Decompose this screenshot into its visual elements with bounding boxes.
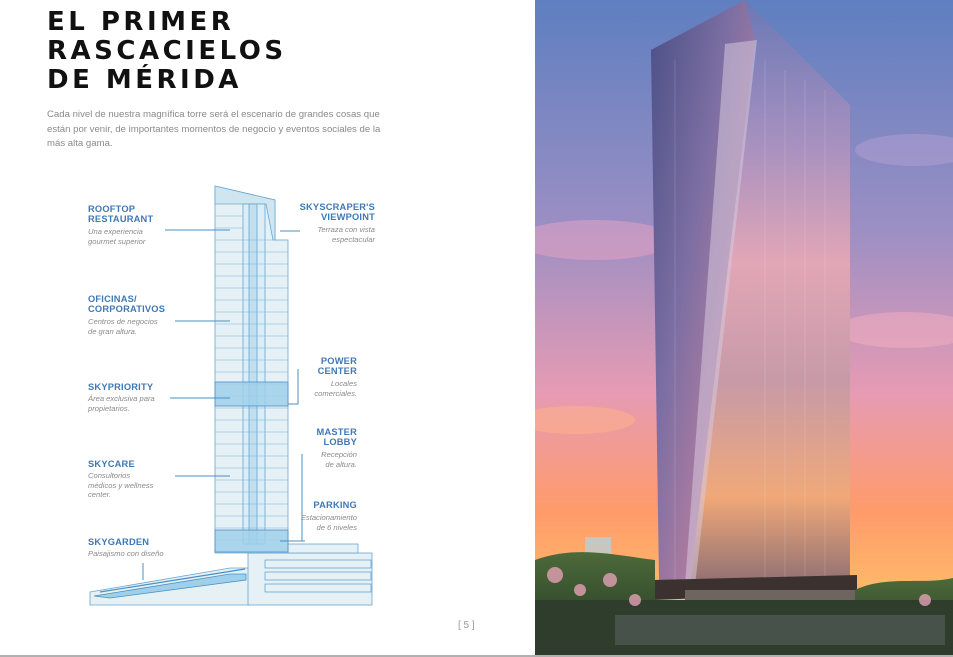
label-master-lobby: MASTER LOBBY Recepción de altura. xyxy=(316,427,357,469)
tower-body xyxy=(215,186,288,553)
label-parking: PARKING Estacionamiento de 6 niveles xyxy=(300,500,357,532)
intro-paragraph: Cada nivel de nuestra magnífica torre será el escenario de grandes cosas que están por venir, de importantes momentos de negocio y eventos sociales de la más alta gama. xyxy=(47,109,381,149)
page-title xyxy=(47,8,287,95)
label-power-center: POWER CENTER Locales comerciales. xyxy=(314,356,357,398)
label-oficinas-corporativos: OFICINAS/ CORPORATIVOS Centros de negocios de gran altura. xyxy=(88,294,166,336)
tower-rendering-image xyxy=(535,0,953,657)
label-rooftop-restaurant: ROOFTOP RESTAURANT Una experiencia gourmet superior xyxy=(88,204,154,246)
page-number: [ 5 ] xyxy=(458,620,475,631)
label-skygarden: SKYGARDEN Paisajismo con diseño xyxy=(88,537,164,558)
label-skycare: SKYCARE Consultorios médicos y wellness center. xyxy=(88,459,154,499)
label-skypriority: SKYPRIORITY Área exclusiva para propietarios. xyxy=(88,382,155,413)
title-line-3: DE MÉRIDA xyxy=(47,65,242,95)
lobby-zone xyxy=(215,530,288,552)
label-skyscraper-viewpoint: SKYSCRAPER'S VIEWPOINT Terraza con vista espectacular xyxy=(299,202,375,244)
tower-photo xyxy=(535,0,953,657)
title-line-2: RASCACIELOS xyxy=(47,36,287,66)
skypriority-zone xyxy=(215,382,288,406)
title-line-1: EL PRIMER xyxy=(47,7,235,37)
